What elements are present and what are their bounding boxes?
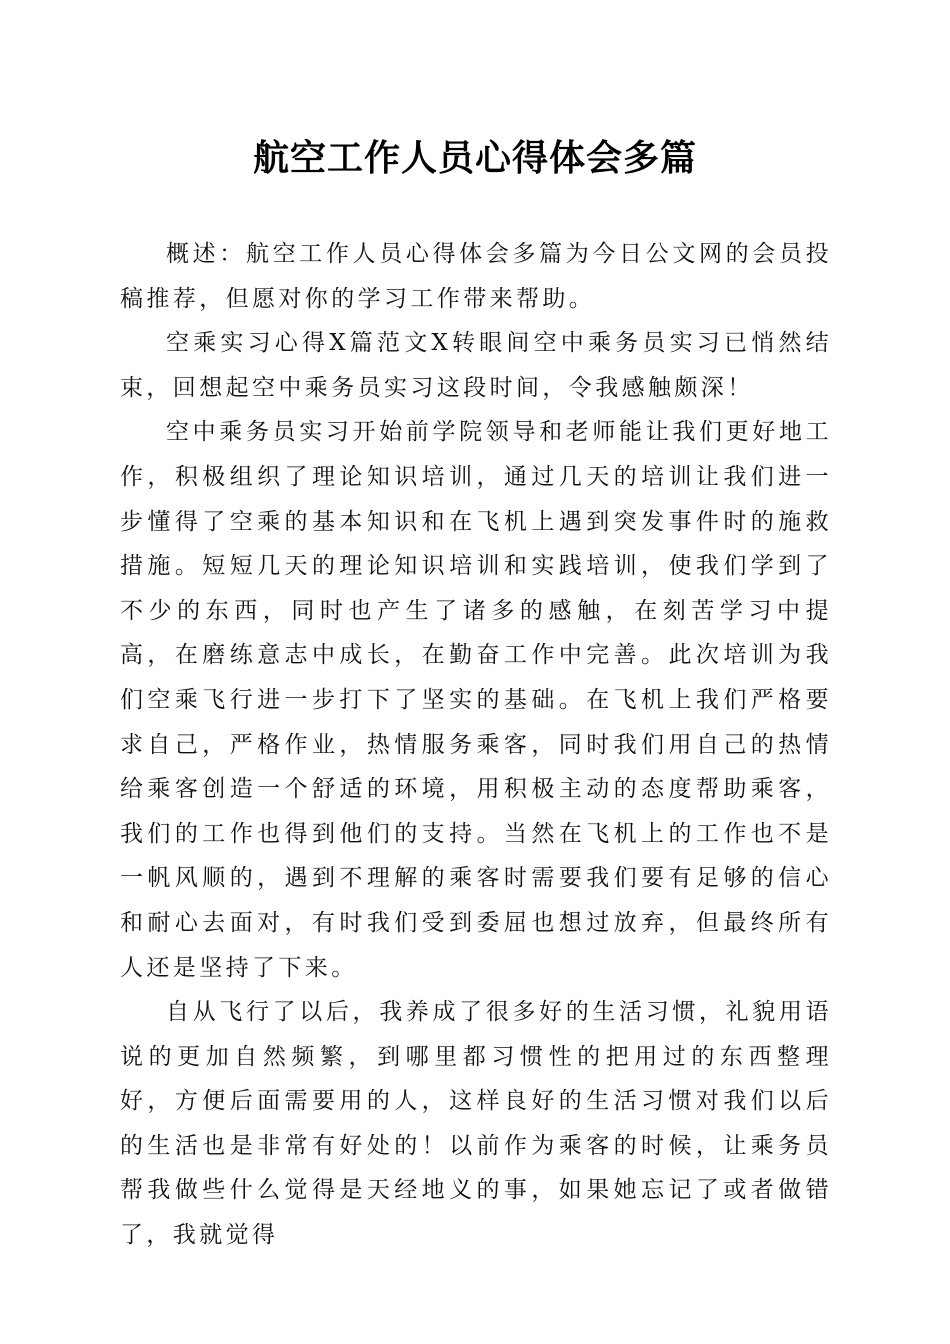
paragraph-habits: 自从飞行了以后，我养成了很多好的生活习惯，礼貌用语说的更加自然频繁，到哪里都习惯性的把用过的东西整理好，方便后面需要用的人，这样良好的生活习惯对我们以后的生活也是非常有好处的！以前作为乘客的时候，让乘务员帮我做些什么觉得是天经地义的事，如果她忘记了或者做错了，我就觉得 bbox=[120, 999, 832, 1249]
document-title: 航空工作人员心得体会多篇 bbox=[252, 137, 697, 179]
document-body bbox=[120, 232, 832, 1258]
paragraph-training: 空中乘务员实习开始前学院领导和老师能让我们更好地工作，积极组织了理论知识培训，通过几天的培训让我们进一步懂得了空乘的基本知识和在飞机上遇到突发事件时的施救措施。短短几天的理论知识培训和实践培训，使我们学到了不少的东西，同时也产生了诸多的感触，在刻苦学习中提高，在磨练意志中成长，在勤奋工作中完善。此次培训为我们空乘飞行进一步打下了坚实的基础。在飞机上我们严格要求自己，严格作业，热情服务乘客，同时我们用自己的热情给乘客创造一个舒适的环境，用积极主动的态度帮助乘客，我们的工作也得到他们的支持。当然在飞机上的工作也不是一帆风顺的，遇到不理解的乘客时需要我们要有足够的信心和耐心去面对，有时我们受到委屈也想过放弃，但最终所有人还是坚持了下来。 bbox=[120, 419, 832, 981]
paragraph-intro: 空乘实习心得X篇范文X转眼间空中乘务员实习已悄然结束，回想起空中乘务员实习这段时间，令我感触颇深！ bbox=[120, 330, 832, 401]
paragraph-summary: 概述：航空工作人员心得体会多篇为今日公文网的会员投稿推荐，但愿对你的学习工作带来帮助。 bbox=[120, 241, 832, 312]
